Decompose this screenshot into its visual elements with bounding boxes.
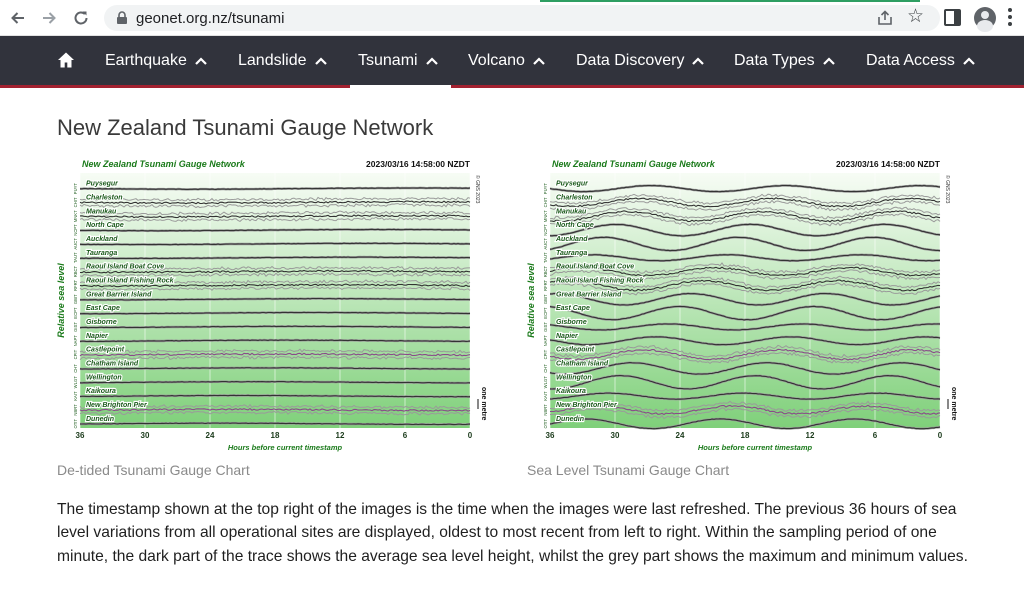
station-label: Puysegur bbox=[86, 180, 118, 188]
station-label: Chatham Island bbox=[556, 360, 609, 368]
side-panel-icon[interactable] bbox=[944, 9, 961, 26]
station-code: PUYT bbox=[73, 183, 78, 195]
station-code: ECPT bbox=[543, 307, 548, 319]
station-code: CHIT bbox=[543, 197, 548, 208]
x-tick-label: 12 bbox=[805, 431, 815, 440]
station-label: East Cape bbox=[556, 305, 590, 313]
station-code: RFRT bbox=[73, 279, 78, 291]
nav-label: Data Types bbox=[734, 51, 815, 69]
station-code: KAIT bbox=[543, 391, 548, 401]
station-label: Kaikoura bbox=[86, 388, 116, 396]
x-tick-label: 24 bbox=[675, 431, 685, 440]
scale-label: one metre bbox=[950, 387, 957, 421]
nav-label: Landslide bbox=[238, 51, 307, 69]
station-label: Chatham Island bbox=[86, 360, 139, 368]
gauge-chart-svg bbox=[522, 155, 957, 455]
station-code: GIST bbox=[73, 322, 78, 332]
x-tick-label: 36 bbox=[75, 431, 85, 440]
station-code: GBIT bbox=[543, 294, 548, 305]
nav-item-data-access[interactable] bbox=[866, 36, 975, 85]
station-code: OTIT bbox=[73, 419, 78, 429]
station-label: Raoul Island Boat Cove bbox=[86, 263, 165, 271]
nav-item-volcano[interactable] bbox=[468, 36, 545, 85]
nav-item-earthquake[interactable] bbox=[105, 36, 207, 85]
station-code: NAPT bbox=[73, 335, 78, 347]
x-tick-label: 36 bbox=[545, 431, 555, 440]
station-code: CHT bbox=[73, 364, 78, 373]
x-tick-label: 12 bbox=[335, 431, 345, 440]
station-code: ECPT bbox=[73, 307, 78, 319]
station-label: Napier bbox=[556, 332, 578, 340]
profile-icon[interactable] bbox=[974, 7, 996, 29]
station-label: Great Barrier Island bbox=[86, 291, 152, 299]
station-code: TAUT bbox=[73, 252, 78, 264]
nav-item-landslide[interactable] bbox=[238, 36, 327, 85]
nav-item-data-types[interactable] bbox=[734, 36, 835, 85]
chart-title: New Zealand Tsunami Gauge Network bbox=[82, 159, 245, 169]
chevron-up-icon bbox=[533, 57, 545, 65]
station-code: KAIT bbox=[73, 391, 78, 401]
station-label: Raoul Island Boat Cove bbox=[556, 263, 635, 271]
station-label: New Brighton Pier bbox=[556, 401, 617, 409]
address-bar[interactable] bbox=[104, 5, 940, 31]
x-tick-label: 30 bbox=[610, 431, 620, 440]
station-code: AUCT bbox=[543, 238, 548, 250]
description-paragraph: The timestamp shown at the top right of the images is the time when the images were last refreshed. The previous 36 hours of sea level variations from all operational sites are displayed, oldest to most recent from left to right. Within the sampling period of one minute, the dark part of the trace shows the average sea level height, whilst the grey part shows the maximum and minimum values. bbox=[57, 501, 968, 565]
station-label: Kaikoura bbox=[556, 388, 586, 396]
nav-label: Tsunami bbox=[358, 51, 418, 69]
station-code: NCPT bbox=[543, 224, 548, 236]
station-code: WLGT bbox=[73, 376, 78, 389]
station-code: GIST bbox=[543, 322, 548, 332]
station-label: Castlepoint bbox=[556, 346, 595, 354]
chevron-up-icon bbox=[195, 57, 207, 65]
sea-level-gauge-chart[interactable] bbox=[522, 155, 957, 455]
station-label: Wellington bbox=[86, 374, 122, 382]
x-tick-label: 24 bbox=[205, 431, 215, 440]
active-tab-indicator bbox=[350, 85, 451, 89]
forward-arrow-icon[interactable] bbox=[37, 6, 61, 30]
station-label: Tauranga bbox=[556, 249, 588, 257]
x-tick-label: 0 bbox=[937, 431, 943, 440]
station-code: CPIT bbox=[543, 349, 548, 360]
page-title: New Zealand Tsunami Gauge Network bbox=[57, 115, 434, 140]
chevron-up-icon bbox=[692, 57, 704, 65]
station-code: NAPT bbox=[543, 335, 548, 347]
x-axis-label: Hours before current timestamp bbox=[697, 443, 813, 452]
x-tick-label: 6 bbox=[872, 431, 878, 440]
station-label: Dunedin bbox=[86, 415, 114, 423]
station-code: NBRT bbox=[73, 404, 78, 416]
station-code: TAUT bbox=[543, 252, 548, 264]
station-code: WLGT bbox=[543, 376, 548, 389]
x-tick-label: 18 bbox=[270, 431, 280, 440]
station-label: North Cape bbox=[86, 222, 124, 230]
nav-label: Data Access bbox=[866, 51, 955, 69]
station-label: Manukau bbox=[556, 208, 587, 216]
chart-copyright: © GNS 2023 bbox=[474, 175, 480, 204]
gauge-chart-svg bbox=[52, 155, 487, 455]
station-label: Raoul Island Fishing Rock bbox=[556, 277, 644, 285]
x-tick-label: 0 bbox=[467, 431, 473, 440]
tab-highlight bbox=[540, 0, 920, 2]
station-code: CPIT bbox=[73, 349, 78, 360]
share-icon[interactable] bbox=[876, 9, 894, 27]
y-axis-label: Relative sea level bbox=[56, 263, 66, 338]
station-label: Auckland bbox=[556, 235, 588, 243]
station-label: Raoul Island Fishing Rock bbox=[86, 277, 174, 285]
station-label: Auckland bbox=[86, 235, 118, 243]
station-label: Wellington bbox=[556, 374, 592, 382]
nav-label: Volcano bbox=[468, 51, 525, 69]
station-label: Puysegur bbox=[556, 180, 588, 188]
station-label: Manukau bbox=[86, 208, 117, 216]
station-label: New Brighton Pier bbox=[86, 401, 147, 409]
station-label: East Cape bbox=[86, 305, 120, 313]
station-code: RBCT bbox=[73, 265, 78, 278]
station-label: Gisborne bbox=[556, 318, 587, 326]
menu-icon[interactable] bbox=[1008, 8, 1012, 28]
station-label: Charleston bbox=[86, 194, 123, 202]
home-icon[interactable] bbox=[57, 51, 75, 69]
nav-label: Data Discovery bbox=[576, 51, 685, 69]
chart-caption-sea-level: Sea Level Tsunami Gauge Chart bbox=[527, 462, 730, 478]
x-tick-label: 6 bbox=[402, 431, 408, 440]
station-code: CHT bbox=[543, 364, 548, 373]
station-label: Charleston bbox=[556, 194, 593, 202]
station-code: GBIT bbox=[73, 294, 78, 305]
nav-item-data-discovery[interactable] bbox=[576, 36, 704, 85]
nav-item-tsunami[interactable] bbox=[358, 36, 438, 85]
x-tick-label: 18 bbox=[740, 431, 750, 440]
station-label: North Cape bbox=[556, 222, 594, 230]
reload-icon[interactable] bbox=[69, 6, 93, 30]
station-label: Tauranga bbox=[86, 249, 118, 257]
lock-icon[interactable] bbox=[114, 10, 130, 26]
chart-title: New Zealand Tsunami Gauge Network bbox=[552, 159, 715, 169]
back-arrow-icon[interactable] bbox=[6, 6, 30, 30]
chevron-up-icon bbox=[426, 57, 438, 65]
main-navigation bbox=[0, 36, 1024, 88]
station-label: Napier bbox=[86, 332, 108, 340]
station-code: NBRT bbox=[543, 404, 548, 416]
chart-timestamp: 2023/03/16 14:58:00 NZDT bbox=[366, 159, 470, 169]
chevron-up-icon bbox=[315, 57, 327, 65]
y-axis-label: Relative sea level bbox=[526, 263, 536, 338]
browser-toolbar bbox=[0, 0, 1024, 36]
station-label: Dunedin bbox=[556, 415, 584, 423]
star-icon[interactable]: ☆ bbox=[906, 6, 924, 27]
station-code: CHIT bbox=[73, 197, 78, 208]
chevron-up-icon bbox=[823, 57, 835, 65]
station-code: MNKT bbox=[543, 210, 548, 223]
nav-label: Earthquake bbox=[105, 51, 187, 69]
station-label: Great Barrier Island bbox=[556, 291, 622, 299]
detided-gauge-chart[interactable] bbox=[52, 155, 487, 455]
x-tick-label: 30 bbox=[140, 431, 150, 440]
station-code: RFRT bbox=[543, 279, 548, 291]
chevron-up-icon bbox=[963, 57, 975, 65]
x-axis-label: Hours before current timestamp bbox=[227, 443, 343, 452]
station-code: RBCT bbox=[543, 265, 548, 278]
url-text[interactable]: geonet.org.nz/tsunami bbox=[136, 10, 285, 27]
scale-label: one metre bbox=[480, 387, 487, 421]
station-code: AUCT bbox=[73, 238, 78, 250]
station-code: OTIT bbox=[543, 419, 548, 429]
station-label: Gisborne bbox=[86, 318, 117, 326]
station-code: MNKT bbox=[73, 210, 78, 223]
chart-timestamp: 2023/03/16 14:58:00 NZDT bbox=[836, 159, 940, 169]
station-code: PUYT bbox=[543, 183, 548, 195]
chart-caption-detided: De-tided Tsunami Gauge Chart bbox=[57, 462, 250, 478]
station-code: NCPT bbox=[73, 224, 78, 236]
station-label: Castlepoint bbox=[86, 346, 125, 354]
chart-copyright: © GNS 2023 bbox=[944, 175, 950, 204]
